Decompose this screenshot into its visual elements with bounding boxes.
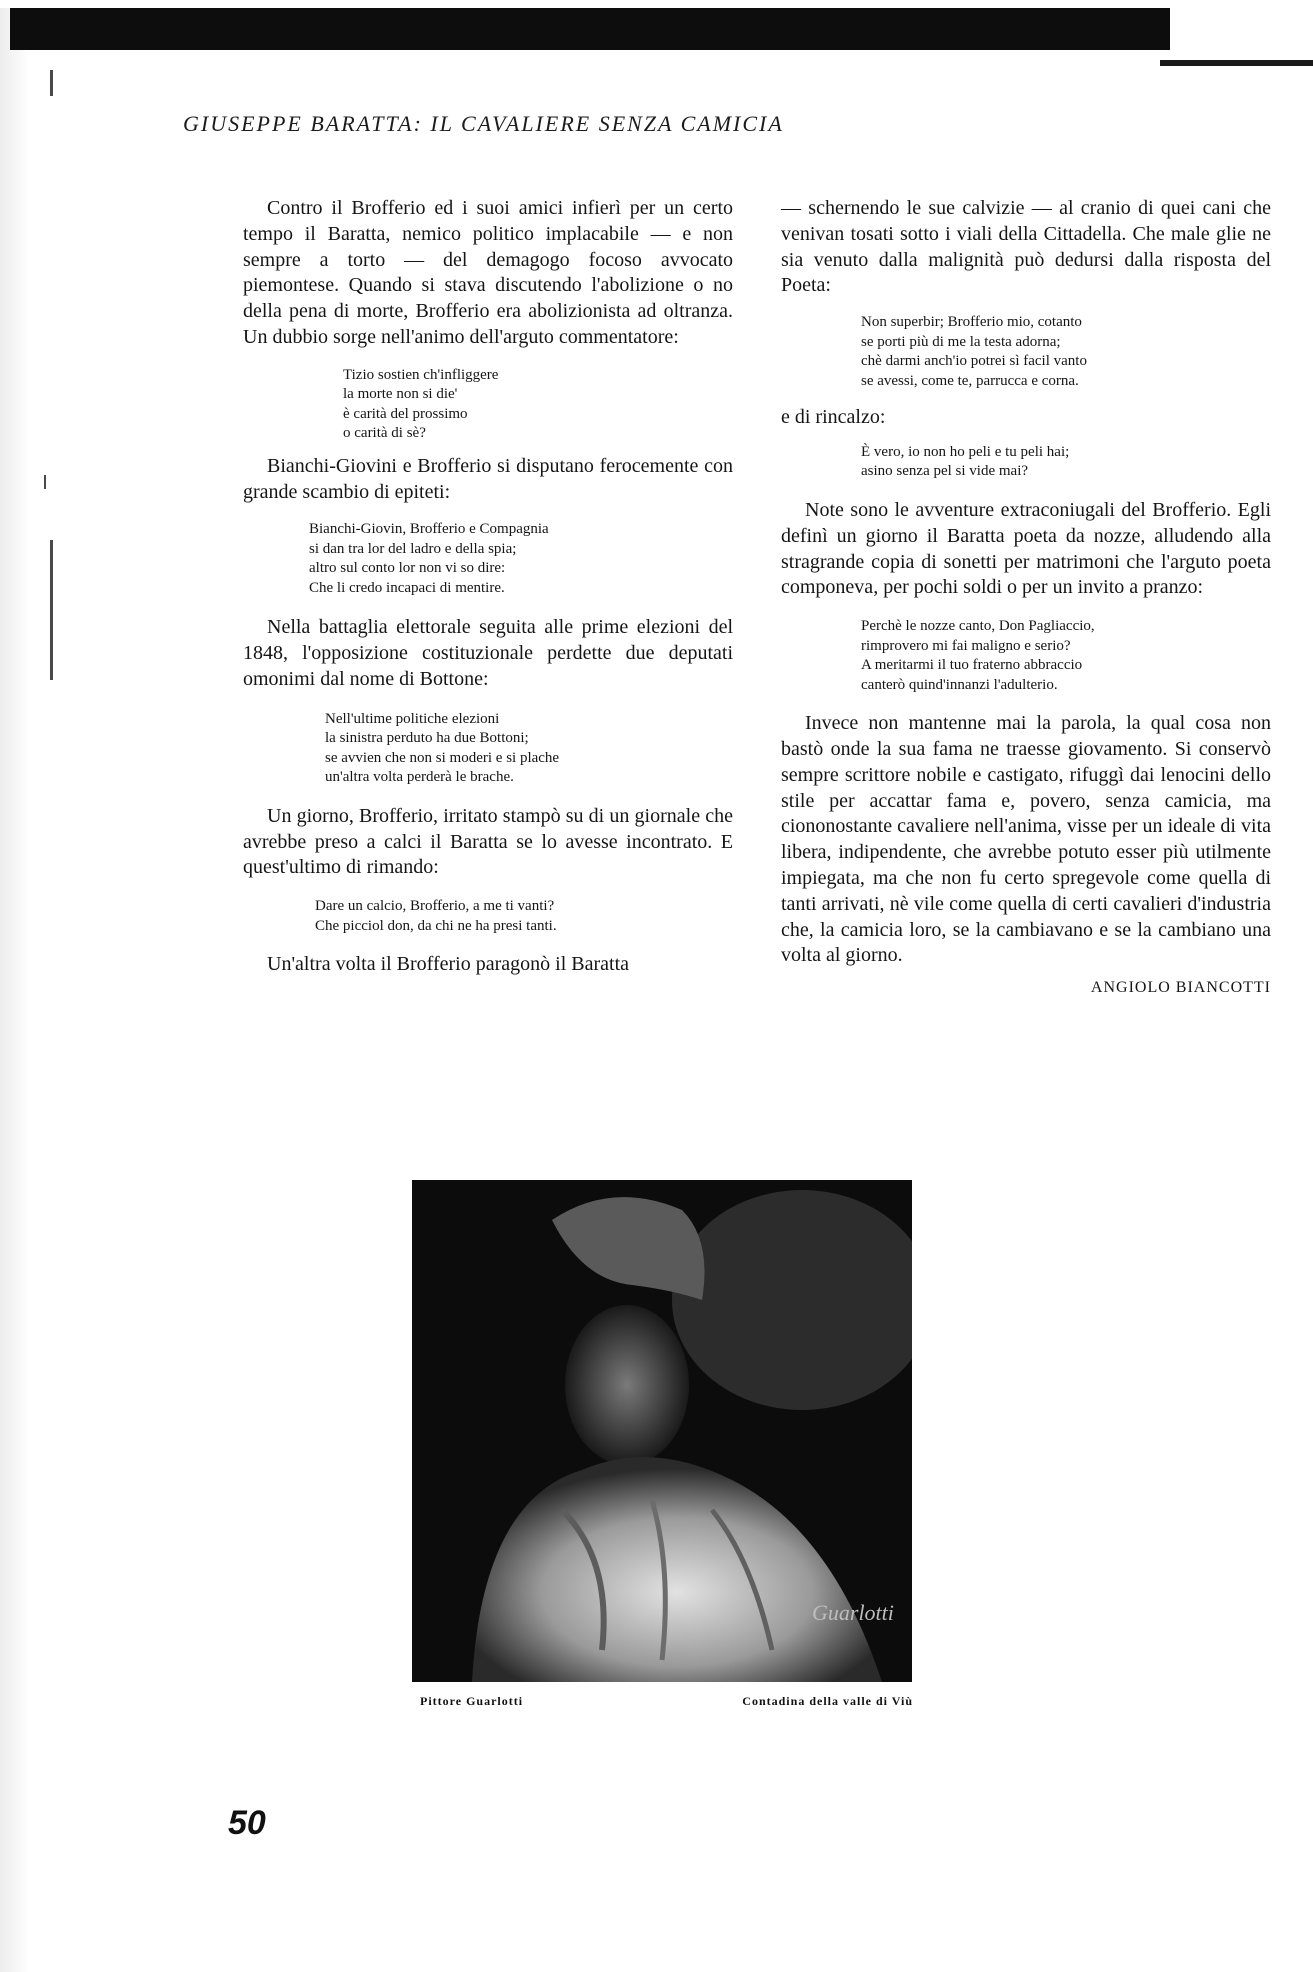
author-signature: ANGIOLO BIANCOTTI	[1090, 979, 1271, 997]
verse-block	[861, 443, 1271, 482]
verse-line: Che picciol don, da chi ne ha presi tanti.	[315, 917, 557, 934]
gutter-mark	[50, 70, 53, 96]
verse-line: Che li credo incapaci di mentire.	[309, 579, 505, 596]
verse-line: la sinistra perduto ha due Bottoni;	[325, 730, 529, 747]
verse-block	[861, 617, 1271, 695]
face	[565, 1305, 689, 1465]
paragraph: Bianchi-Giovini e Brofferio si disputano ferocemente con grande scambio di epiteti:	[243, 454, 733, 503]
verse-line: asino senza pel si vide mai?	[861, 463, 1029, 480]
paragraph: — schernendo le sue calvizie — al cranio di quei cani che venivan tosati sotto i viali della Cittadella. Che male glie ne sia venuto dalla malignità può dedursi dalla risposta del Poeta:	[781, 197, 1271, 297]
paragraph: Nella battaglia elettorale seguita alle prime elezioni del 1848, l'opposizione costituzionale perdette due deputati omonimi dal nome di Bottone:	[243, 616, 733, 690]
verse-block	[325, 710, 733, 788]
paragraph: Note sono le avventure extraconiugali del Brofferio. Egli definì un giorno il Baratta poeta da nozze, alludendo alla stragrande copia di sonetti per matrimoni che l'arguto poeta componeva, per pochi soldi o per un invito a pranzo:	[781, 498, 1271, 599]
verse-line: se porti più di me la testa adorna;	[861, 333, 1061, 350]
verse-line: Tizio sostien ch'infliggere	[343, 366, 499, 383]
verse-block	[861, 313, 1271, 391]
paragraph: Contro il Brofferio ed i suoi amici infierì per un certo tempo il Baratta, nemico politico implacabile — e non sempre a torto — del demagogo focoso avvocato piemontese. Quando si stava discutendo l'abolizione o no della pena di morte, Brofferio era abolizionista ad oltranza. Un dubbio sorge nell'animo dell'arguto commentatore:	[243, 197, 733, 348]
verse-line: chè darmi anch'io potrei sì facil vanto	[861, 353, 1087, 370]
gutter-mark	[44, 475, 46, 489]
top-edge-rule	[1160, 60, 1313, 66]
verse-line: canterò quind'innanzi l'adulterio.	[861, 676, 1058, 693]
figure-caption-artist: Pittore Guarlotti	[420, 1694, 524, 1708]
figure-caption-title: Contadina della valle di Viù	[742, 1694, 913, 1708]
verse-line: se avessi, come te, parrucca e corna.	[861, 372, 1079, 389]
verse-line: È vero, io non ho peli e tu peli hai;	[861, 443, 1070, 460]
verse-line: è carità del prossimo	[343, 405, 468, 422]
top-edge-bar	[10, 8, 1170, 50]
verse-line: Nell'ultime politiche elezioni	[325, 710, 500, 727]
painting-image	[412, 1180, 912, 1682]
running-title: GIUSEPPE BARATTA: IL CAVALIERE SENZA CAMICIA	[183, 111, 784, 136]
verse-line: si dan tra lor del ladro e della spia;	[309, 540, 517, 557]
verse-block	[343, 366, 733, 444]
verse-line: Dare un calcio, Brofferio, a me ti vanti?	[315, 898, 555, 915]
verse-line: Non superbir; Brofferio mio, cotanto	[861, 314, 1082, 331]
painting-reproduction	[412, 1180, 912, 1682]
verse-block	[315, 897, 733, 936]
paragraph: e di rincalzo:	[781, 406, 886, 429]
verse-line: un'altra volta perderà le brache.	[325, 769, 514, 786]
verse-line: la morte non si die'	[343, 386, 458, 403]
verse-line: se avvien che non si moderi e si plache	[325, 749, 560, 766]
verse-line: A meritarmi il tuo fraterno abbraccio	[861, 657, 1083, 674]
right-column	[781, 196, 1271, 1001]
gutter-mark	[50, 540, 53, 680]
verse-line: o carità di sè?	[343, 425, 426, 442]
paragraph: Un'altra volta il Brofferio paragonò il Baratta	[267, 953, 630, 976]
verse-block	[309, 520, 733, 598]
paragraph: Un giorno, Brofferio, irritato stampò su di un giornale che avrebbe preso a calci il Baratta se lo avesse incontrato. E quest'ultimo di rimando:	[243, 804, 733, 879]
page-gutter	[0, 8, 30, 1972]
verse-line: Bianchi-Giovin, Brofferio e Compagnia	[309, 521, 549, 538]
verse-line: altro sul conto lor non vi so dire:	[309, 560, 506, 577]
page-number: 50	[228, 1804, 266, 1842]
painter-signature: Guarlotti	[812, 1600, 894, 1625]
verse-line: rimprovero mi fai maligno e serio?	[861, 637, 1071, 654]
paragraph: Invece non mantenne mai la parola, la qual cosa non bastò onde la sua fama ne traesse giovamento. Si conservò sempre scrittore nobile e castigato, rifuggì dai lenocini dello stile per accattar fama e, povero, senza camicia, ma ciononostante cavaliere nell'anima, visse per un ideale di vita libera, indipendente, che avrebbe potuto esser più utilmente impiegata, ma che non fu certo spregevole come quella di tanti arrivati, nè vile come quella di certi cavalieri d'industria che, la camicia loro, se la cambiavano e se la cambiano una volta al giorno.	[781, 712, 1271, 967]
verse-line: Perchè le nozze canto, Don Pagliaccio,	[861, 618, 1095, 635]
left-column	[243, 196, 733, 978]
